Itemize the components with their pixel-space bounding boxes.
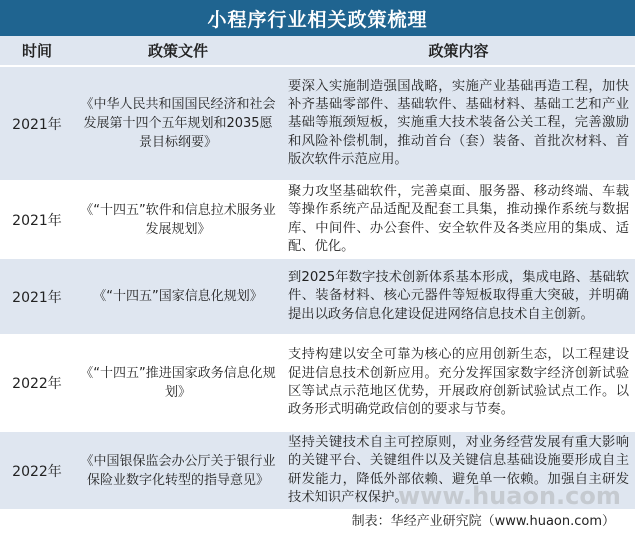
watermark: www.huaon.com xyxy=(398,482,621,510)
table-row xyxy=(0,66,635,181)
row-content: 到2025年数字技术创新体系基本形成，集成电路、基础软件、装备材料、核心元器件等短板取得重大突破，并明确提出以政务信息化建设促进网络信息技术自主创新。 xyxy=(282,258,635,335)
row-content: 聚力攻坚基础软件，完善桌面、服务器、移动终端、车载等操作系统产品适配及配套工具集，推动操作系统与数据库、中间件、办公套件、安全软件及各类应用的集成、适配、优化。 xyxy=(282,181,635,258)
row-year: 2021年 xyxy=(0,258,74,335)
row-document: 《“十四五”推进国家政务信息化规划》 xyxy=(74,335,282,431)
row-document: 《中华人民共和国国民经济和社会发展第十四个五年规划和2035愿景目标纲要》 xyxy=(74,66,282,181)
row-document: 《“十四五”软件和信息拉术服务业发展规划》 xyxy=(74,181,282,258)
table-row xyxy=(0,335,635,431)
row-year: 2022年 xyxy=(0,431,74,509)
row-content: 要深入实施制造强国战略，实施产业基础再造工程，加快补齐基础零部件、基础软件、基础材料、基础工艺和产业基础等瓶颈短板，实施重大技术装备公关工程，完善激励和风险补偿机制，推动首台（套）装备、首批次材料、首版次软件示范应用。 xyxy=(282,66,635,181)
row-year: 2021年 xyxy=(0,66,74,181)
header-document: 政策文件 xyxy=(74,36,282,66)
header-content: 政策内容 xyxy=(282,36,635,66)
policy-table xyxy=(0,36,635,509)
table-title: 小程序行业相关政策梳理 xyxy=(0,0,635,36)
row-document: 《“十四五”国家信息化规划》 xyxy=(74,258,282,335)
row-year: 2021年 xyxy=(0,181,74,258)
header-row xyxy=(0,36,635,66)
table-row xyxy=(0,181,635,258)
source-note: 制表：华经产业研究院（www.huaon.com） xyxy=(351,514,615,529)
table-row xyxy=(0,258,635,335)
row-content: 坚持关键技术自主可控原则，对业务经营发展有重大影响的关键平台、关键组件以及关键信息基础设施要形成自主研发能力，降低外部依赖、避免单一依赖。加强自主研发技术知识产权保护。 xyxy=(282,431,635,509)
header-time: 时间 xyxy=(0,36,74,66)
row-document: 《中国银保监会办公厅关于银行业保险业数字化转型的指导意见》 xyxy=(74,431,282,509)
row-year: 2022年 xyxy=(0,335,74,431)
row-content: 支持构建以安全可靠为核心的应用创新生态，以工程建设促进信息技术创新应用。充分发挥国家数字经济创新试验区等试点示范地区优势，开展政府创新试验试点工作。以政务形式明确党政信创的要求与节奏。 xyxy=(282,335,635,431)
